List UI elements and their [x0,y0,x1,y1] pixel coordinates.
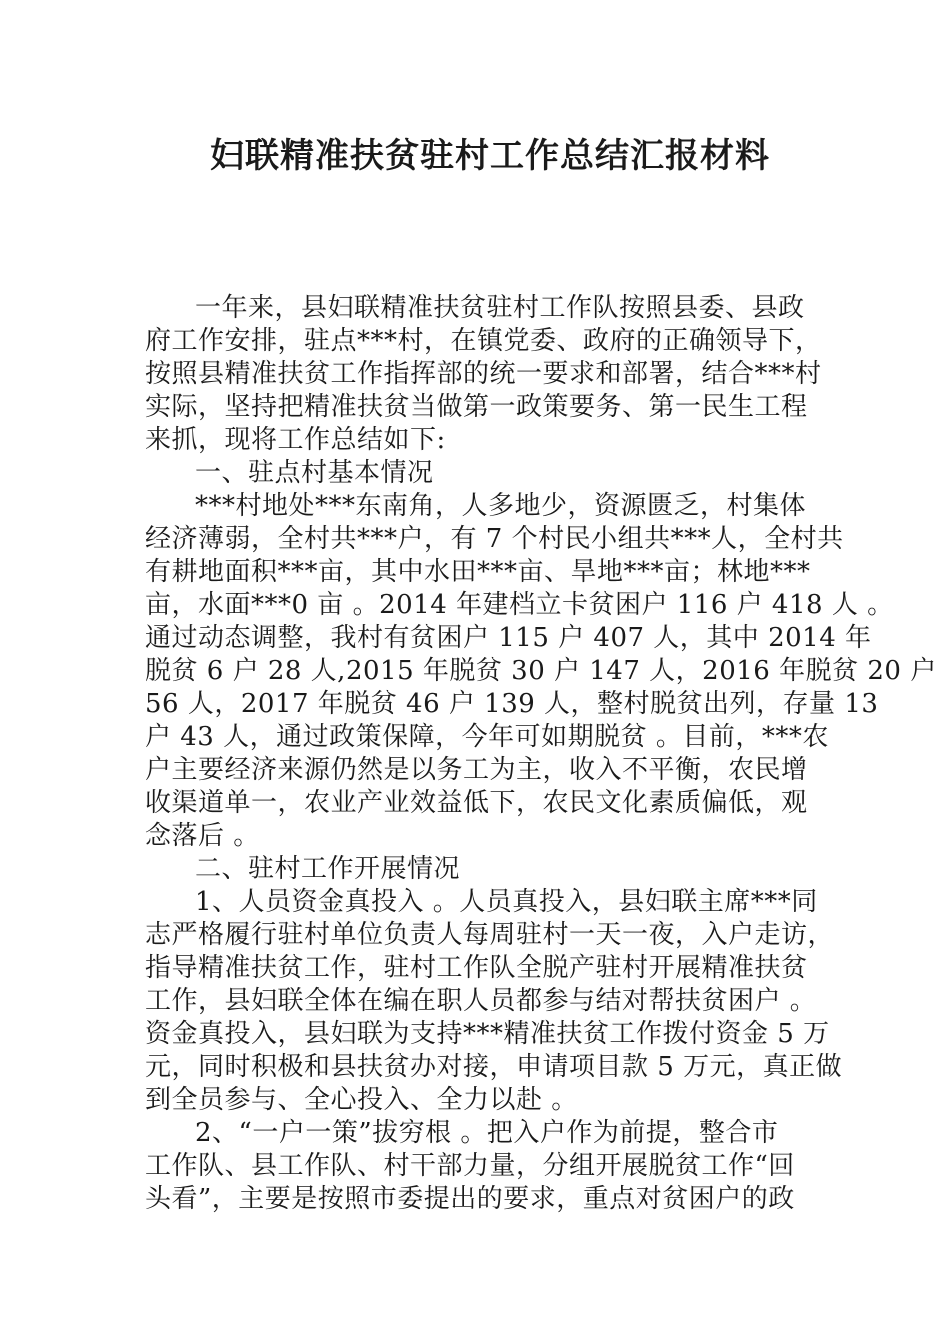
paragraph-line: 有耕地面积***亩，其中水田***亩、旱地***亩；林地*** [145,557,811,587]
paragraph-line: 志严格履行驻村单位负责人每周驻村一天一夜，入户走访， [145,920,835,950]
paragraph-line: 来抓，现将工作总结如下: [145,425,446,455]
section-heading: 二、驻村工作开展情况 [195,854,461,884]
document-title: 妇联精准扶贫驻村工作总结汇报材料 [210,136,770,176]
paragraph-line: 56 人，2017 年脱贫 46 户 139 人，整村脱贫出列，存量 13 [145,689,879,719]
paragraph-line: 按照县精准扶贫工作指挥部的统一要求和部署，结合***村 [145,359,822,389]
paragraph-line: 户主要经济来源仍然是以务工为主，收入不平衡，农民增 [145,755,808,785]
paragraph-line: 通过动态调整，我村有贫困户 115 户 407 人，其中 2014 年 [145,623,872,653]
paragraph-line: 一年来，县妇联精准扶贫驻村工作队按照县委、县政 [195,293,805,323]
paragraph-line: 实际，坚持把精准扶贫当做第一政策要务、第一民生工程 [145,392,808,422]
paragraph-line: 亩，水面***0 亩 。2014 年建档立卡贫困户 116 户 418 人 。 [145,590,894,620]
section-heading: 一、驻点村基本情况 [195,458,434,488]
document-body [145,292,937,1216]
paragraph-line: 经济薄弱，全村共***户，有 7 个村民小组共***人，全村共 [145,524,844,554]
paragraph-line: 户 43 人，通过政策保障，今年可如期脱贫 。目前，***农 [145,722,829,752]
paragraph-line: 到全员参与、全心投入、全力以赴 。 [145,1085,578,1115]
paragraph-line: ***村地处***东南角，人多地少，资源匮乏，村集体 [195,491,807,521]
paragraph-line: 脱贫 6 户 28 人,2015 年脱贫 30 户 147 人，2016 年脱贫 20 户 [145,656,937,686]
paragraph-line: 指导精准扶贫工作，驻村工作队全脱产驻村开展精准扶贫 [145,953,808,983]
paragraph-line: 头看”，主要是按照市委提出的要求，重点对贫困户的政 [145,1184,795,1214]
paragraph-line: 府工作安排，驻点***村，在镇党委、政府的正确领导下， [145,326,822,356]
paragraph-line: 工作队、县工作队、村干部力量，分组开展脱贫工作“回 [145,1151,795,1181]
paragraph-line: 2、“一户一策”拔穷根 。把入户作为前提，整合市 [195,1118,779,1148]
paragraph-line: 元，同时积极和县扶贫办对接，申请项目款 5 万元，真正做 [145,1052,843,1082]
paragraph-line: 工作，县妇联全体在编在职人员都参与结对帮扶贫困户 。 [145,986,817,1016]
paragraph-line: 资金真投入，县妇联为支持***精准扶贫工作拨付资金 5 万 [145,1019,830,1049]
paragraph-line: 1、人员资金真投入 。人员真投入，县妇联主席***同 [195,887,818,917]
paragraph-line: 念落后 。 [145,821,260,851]
paragraph-line: 收渠道单一，农业产业效益低下，农民文化素质偏低，观 [145,788,808,818]
